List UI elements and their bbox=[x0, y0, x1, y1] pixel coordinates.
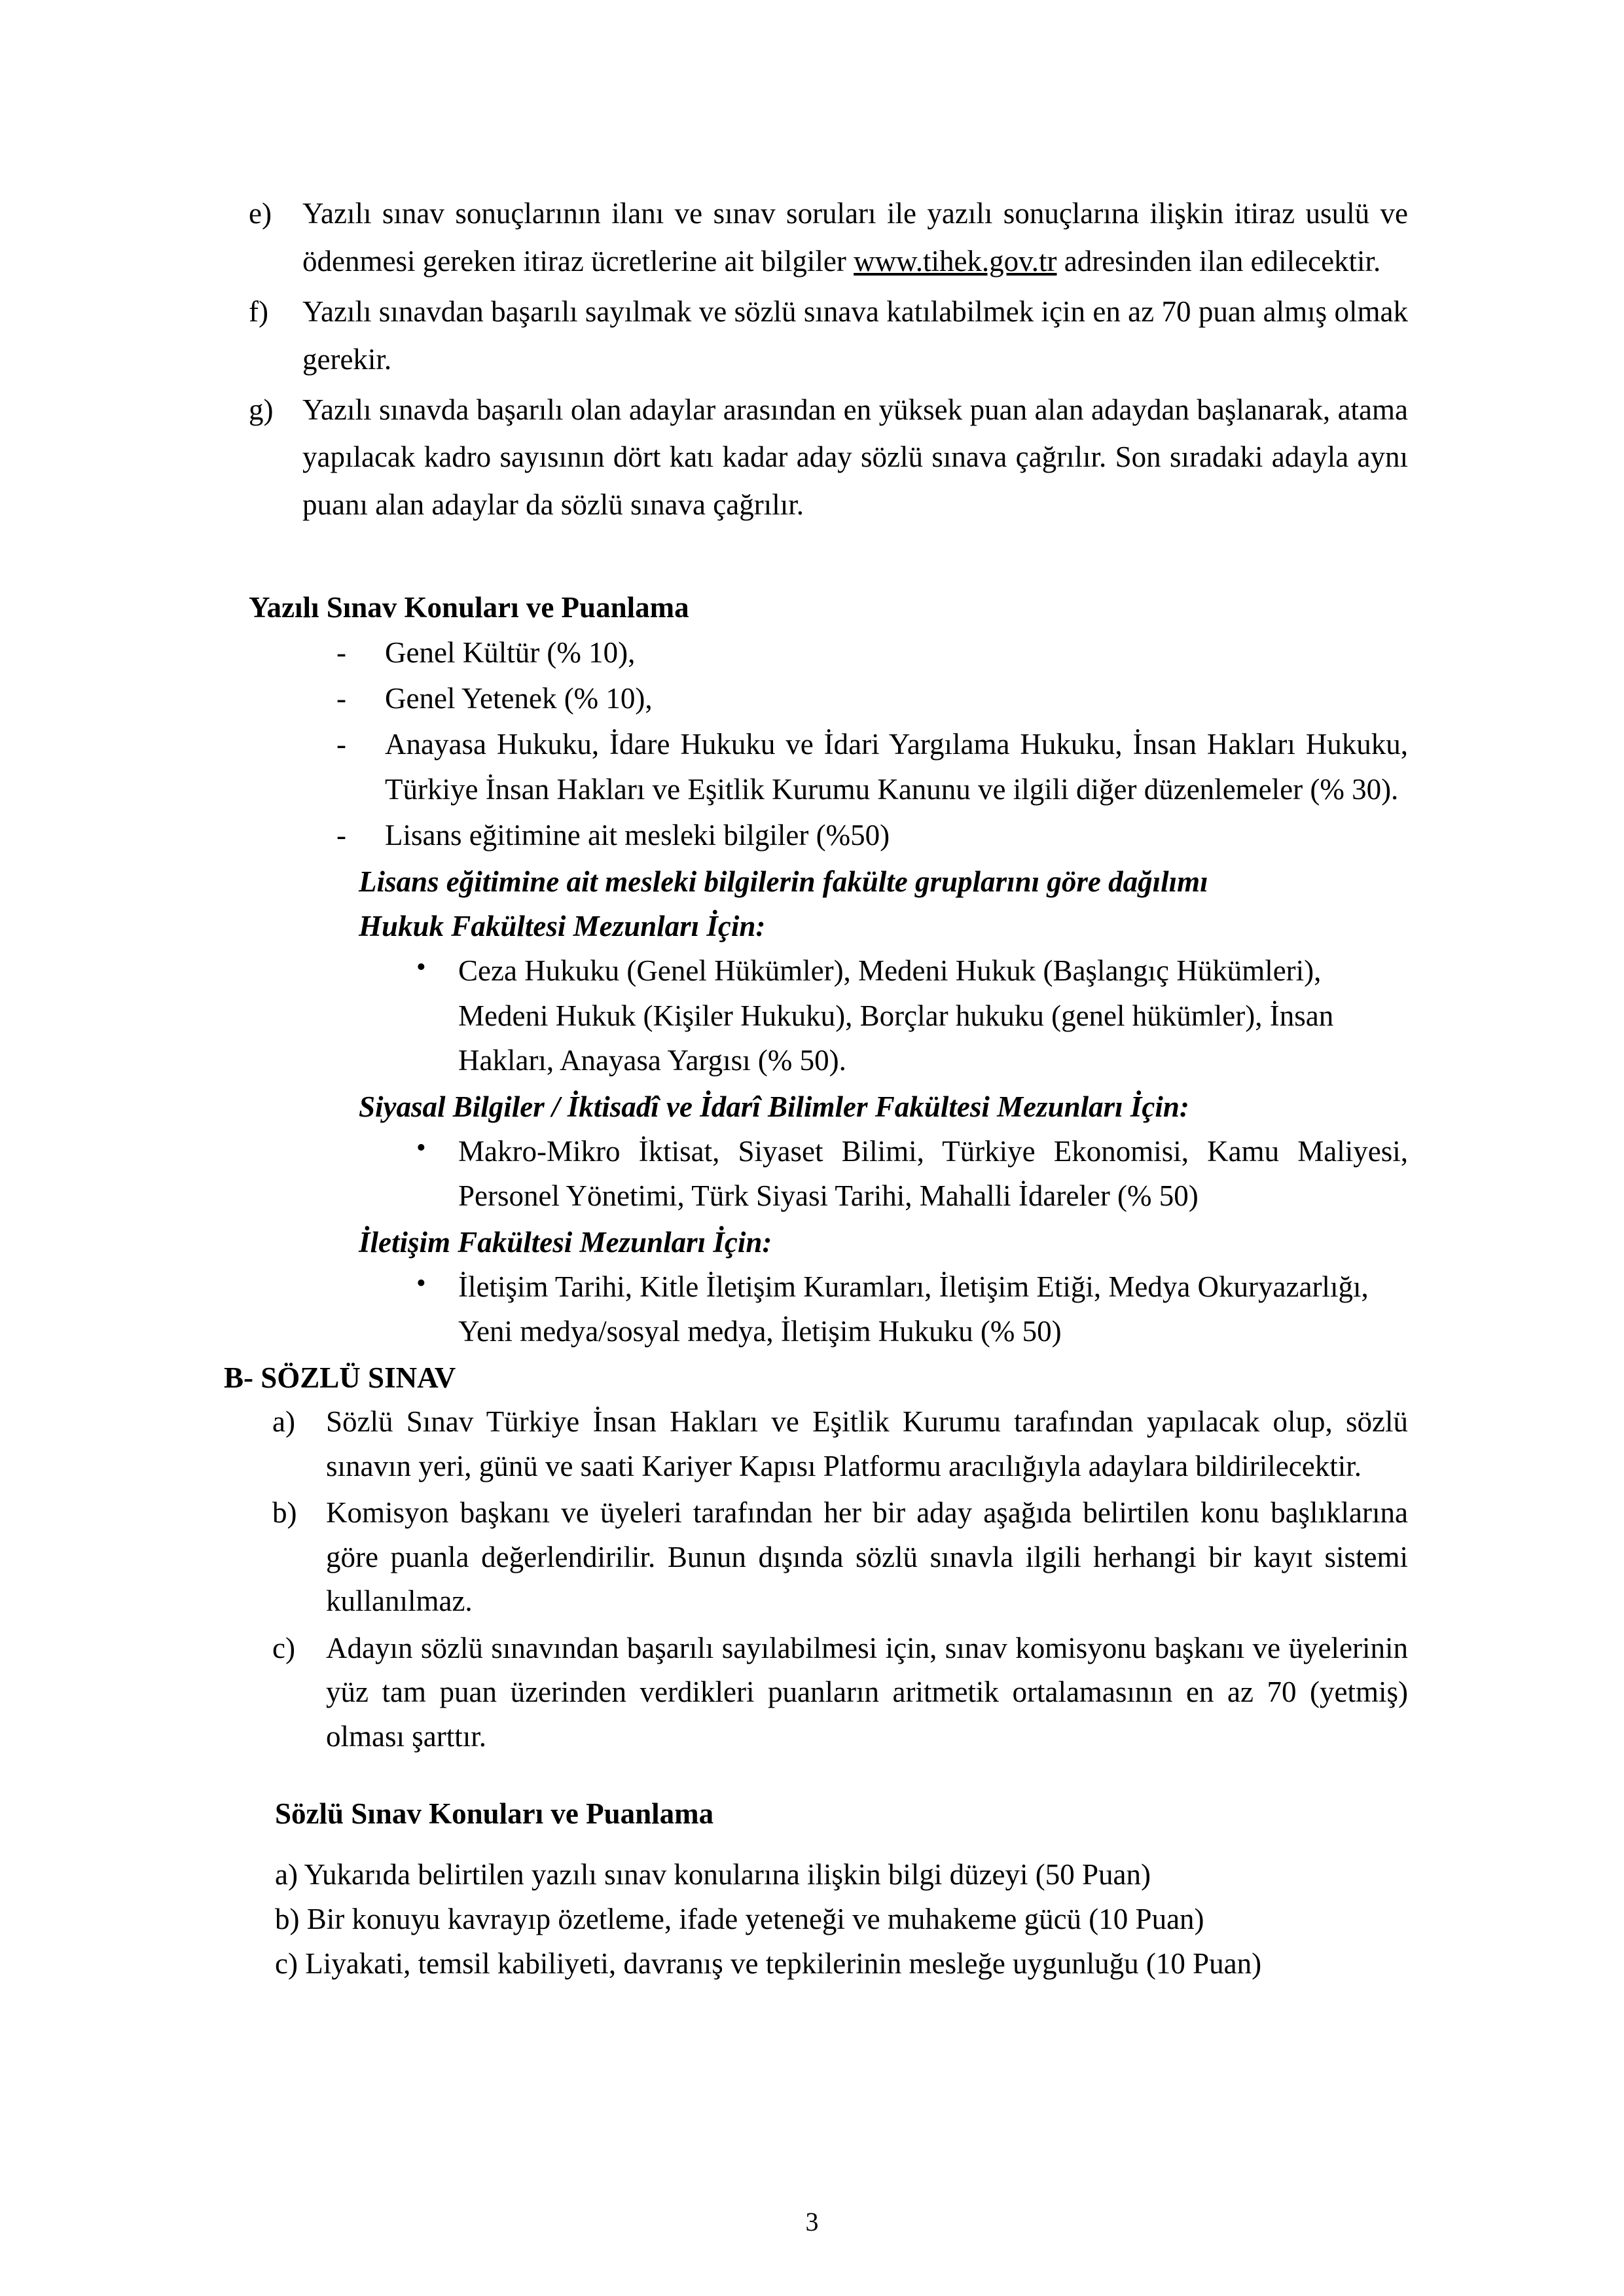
bullet-list-item bbox=[411, 1265, 1408, 1354]
dash-marker: - bbox=[336, 819, 346, 852]
dash-list-item-text: Genel Yetenek (% 10), bbox=[385, 682, 653, 715]
faculty-group-heading-siyasal: Siyasal Bilgiler / İktisadî ve İdarî Bilimler Fakültesi Mezunları İçin: bbox=[359, 1090, 1189, 1123]
oral-list-marker-c: c) bbox=[272, 1631, 295, 1664]
dash-list-item-text: Anayasa Hukuku, İdare Hukuku ve İdari Yargılama Hukuku, İnsan Hakları Hukuku, Türkiye İnsan Hakları ve Eşitlik Kurumu Kanunu ve ilgili diğer düzenlemeler (% 30). bbox=[385, 728, 1408, 806]
oral-list-marker-a: a) bbox=[272, 1405, 295, 1439]
oral-topic-item-b: b) Bir konuyu kavrayıp özetleme, ifade yeteneği ve muhakeme gücü (10 Puan) bbox=[275, 1903, 1204, 1936]
faculty-bullets-siyasal bbox=[411, 1129, 1408, 1219]
list-item-e-text-after-link: adresinden ilan edilecektir. bbox=[1056, 244, 1381, 278]
bullet-list-item bbox=[411, 1129, 1408, 1219]
bullet-icon: • bbox=[416, 1132, 426, 1163]
dash-list-item bbox=[333, 676, 1408, 721]
oral-topic-item-a: a) Yukarıda belirtilen yazılı sınav konularına ilişkin bilgi düzeyi (50 Puan) bbox=[275, 1857, 1151, 1891]
bullet-list-item-text: Makro-Mikro İktisat, Siyaset Bilimi, Türkiye Ekonomisi, Kamu Maliyesi, Personel Yönetimi, Türk Siyasi Tarihi, Mahalli İdareler (% 50) bbox=[458, 1134, 1408, 1213]
oral-list-item-a-text: Sözlü Sınav Türkiye İnsan Hakları ve Eşitlik Kurumu tarafından yapılacak olup, sözlü sınavın yeri, günü ve saati Kariyer Kapısı Platformu aracılığıyla adaylara bildirilecektir. bbox=[326, 1405, 1408, 1482]
oral-exam-topics-heading: Sözlü Sınav Konuları ve Puanlama bbox=[275, 1797, 714, 1831]
spacer bbox=[249, 1761, 1408, 1791]
spacer bbox=[249, 531, 1408, 585]
dash-marker: - bbox=[336, 682, 346, 715]
list-marker-e: e) bbox=[249, 197, 272, 230]
faculty-group-heading-hukuk: Hukuk Fakültesi Mezunları İçin: bbox=[359, 909, 766, 942]
faculty-group-heading-iletisim: İletişim Fakültesi Mezunları İçin: bbox=[359, 1225, 772, 1259]
oral-list-item-c-text: Adayın sözlü sınavından başarılı sayılabilmesi için, sınav komisyonu başkanı ve üyelerinin yüz tam puan üzerinden verdikleri puanların aritmetik ortalamasının en az 70 (yetmiş) olması şarttır. bbox=[326, 1631, 1408, 1753]
oral-exam-heading: B- SÖZLÜ SINAV bbox=[224, 1361, 456, 1394]
oral-exam-items bbox=[272, 1400, 1408, 1759]
faculty-distribution-block bbox=[359, 859, 1408, 1354]
oral-list-item-b-text: Komisyon başkanı ve üyeleri tarafından her bir aday aşağıda belirtilen konu başlıklarına göre puanla değerlendirilir. Bunun dışında sözlü sınavla ilgili herhangi bir kayıt sistemi kullanılmaz. bbox=[326, 1496, 1408, 1618]
list-marker-g: g) bbox=[249, 393, 274, 426]
oral-list-item-b bbox=[272, 1491, 1408, 1624]
bullet-icon: • bbox=[416, 952, 426, 983]
list-item-f bbox=[249, 288, 1408, 384]
dash-list-item bbox=[333, 630, 1408, 675]
dash-marker: - bbox=[336, 636, 346, 669]
list-item-g-text: Yazılı sınavda başarılı olan adaylar arasından en yüksek puan alan adaydan başlanarak, atama yapılacak kadro sayısının dört katı kadar aday sözlü sınava çağrılır. Son sıradaki adayla aynı puanı alan adaylar da sözlü sınava çağrılır. bbox=[302, 393, 1408, 522]
oral-topic-item-c: c) Liyakati, temsil kabiliyeti, davranış ve tepkilerinin mesleğe uygunluğu (10 Puan) bbox=[275, 1947, 1262, 1981]
dash-list-item-text: Genel Kültür (% 10), bbox=[385, 636, 636, 669]
written-exam-topics-dash-list bbox=[333, 630, 1408, 858]
tihek-website-link[interactable]: www.tihek.gov.tr bbox=[854, 244, 1057, 278]
written-exam-topics-heading: Yazılı Sınav Konuları ve Puanlama bbox=[249, 591, 689, 624]
distribution-heading: Lisans eğitimine ait mesleki bilgilerin fakülte gruplarını göre dağılımı bbox=[359, 865, 1208, 898]
faculty-bullets-iletisim bbox=[411, 1265, 1408, 1354]
page-number: 3 bbox=[805, 2207, 819, 2236]
oral-list-marker-b: b) bbox=[272, 1496, 297, 1530]
oral-exam-topics-block bbox=[275, 1791, 1408, 1986]
list-marker-f: f) bbox=[249, 295, 268, 328]
bullet-list-item-text: İletişim Tarihi, Kitle İletişim Kuramları, İletişim Etiği, Medya Okuryazarlığı, Yeni medya/sosyal medya, İletişim Hukuku (% 50) bbox=[458, 1270, 1369, 1348]
bullet-icon: • bbox=[416, 1268, 426, 1299]
dash-list-item bbox=[333, 722, 1408, 812]
dash-list-item-text: Lisans eğitimine ait mesleki bilgiler (%50) bbox=[385, 819, 890, 852]
oral-list-item-c bbox=[272, 1626, 1408, 1759]
spacer bbox=[275, 1837, 1408, 1852]
oral-list-item-a bbox=[272, 1400, 1408, 1488]
list-item-f-text: Yazılı sınavdan başarılı sayılmak ve sözlü sınava katılabilmek için en az 70 puan almış olmak gerekir. bbox=[302, 295, 1408, 376]
bullet-list-item-text: Ceza Hukuku (Genel Hükümler), Medeni Hukuk (Başlangıç Hükümleri), Medeni Hukuk (Kişiler Hukuku), Borçlar hukuku (genel hükümler), İnsan Hakları, Anayasa Yargısı (% 50). bbox=[458, 954, 1334, 1077]
dash-marker: - bbox=[336, 728, 346, 761]
list-item-e bbox=[249, 190, 1408, 285]
bullet-list-item bbox=[411, 948, 1408, 1083]
list-item-g bbox=[249, 386, 1408, 529]
dash-list-item bbox=[333, 813, 1408, 857]
faculty-bullets-hukuk bbox=[411, 948, 1408, 1083]
list-item-e-text-before-link: Yazılı sınav sonuçlarının ilanı ve sınav soruları ile yazılı sonuçlarına ilişkin itiraz usulü ve ödenmesi gereken itiraz ücretlerine ait bilgiler bbox=[302, 197, 1408, 278]
